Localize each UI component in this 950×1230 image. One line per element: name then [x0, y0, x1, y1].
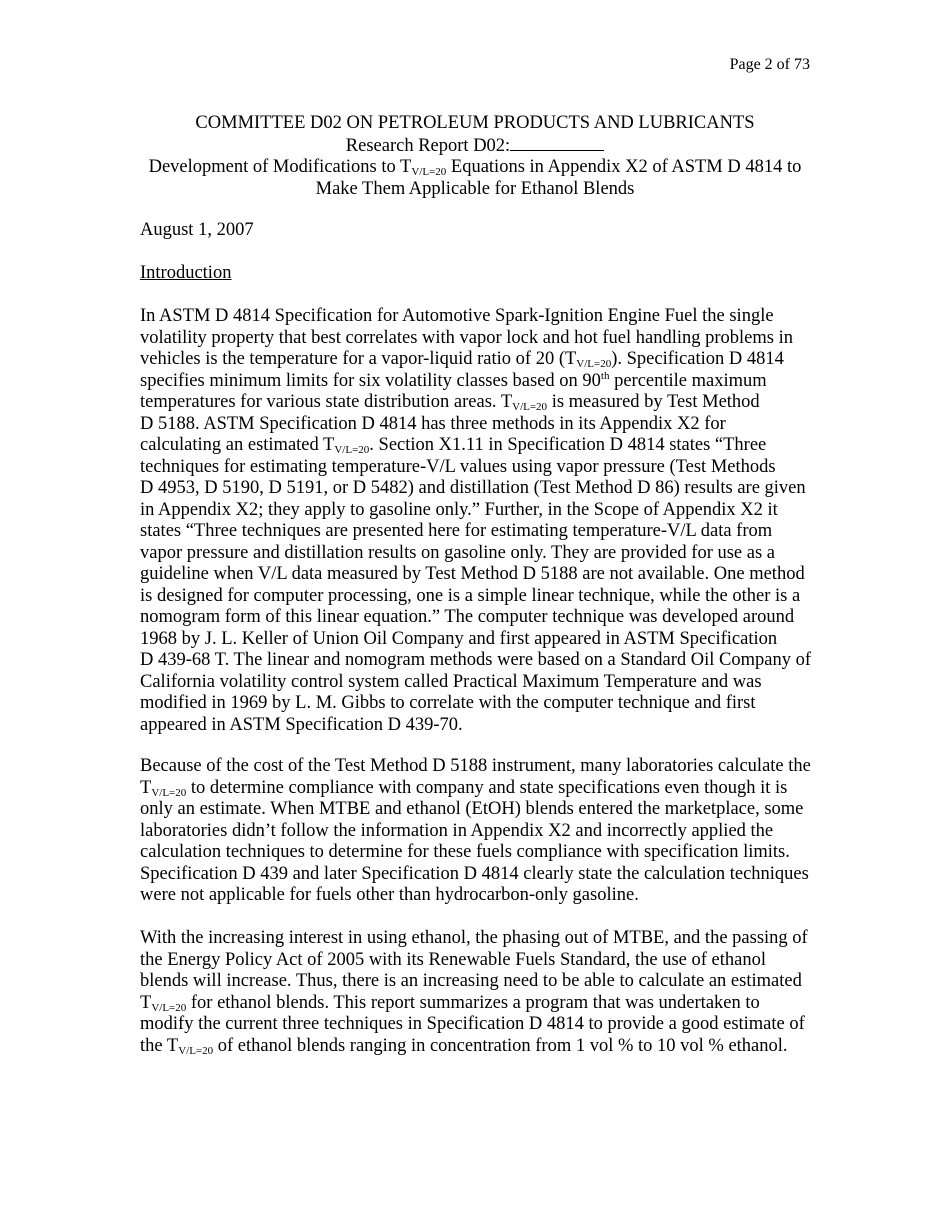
text-line: states “Three techniques are presented here for estimating temperature-V/L data from [140, 521, 773, 541]
text-line: calculating an estimated $T_{V/L=20}$. Section X1.11 in Specification D 4814 states “Three [140, 435, 767, 456]
text-line: were not applicable for fuels other than hydrocarbon-only gasoline. [140, 885, 639, 905]
report-label: Research Report D02: [345, 135, 511, 156]
report-date: August 1, 2007 [140, 220, 254, 240]
text-line: $T_{V/L=20}$ to determine compliance with company and state specifications even though it is [140, 777, 788, 799]
text-line: nomogram form of this linear equation.” The computer technique was developed around [140, 607, 795, 627]
page-number: Page 2 of 73 [729, 56, 810, 73]
text-line: modify the current three techniques in Specification D 4814 to provide a good estimate of [140, 1014, 805, 1034]
text-line: blends will increase. Thus, there is an increasing need to be able to calculate an estimated [140, 971, 802, 991]
text-line: laboratories didn’t follow the information in Appendix X2 and incorrectly applied the [140, 820, 774, 841]
text-line: vapor pressure and distillation results on gasoline only. They are provided for use as a [140, 542, 776, 563]
text-line: With the increasing interest in using ethanol, the phasing out of MTBE, and the passing of [140, 928, 808, 948]
text-line: guideline when V/L data measured by Test Method D 5188 are not available. One method [140, 564, 805, 584]
text-line: volatility property that best correlates with vapor lock and hot fuel handling problems in [140, 327, 793, 348]
text-line: the $T_{V/L=20}$ of ethanol blends ranging in concentration from 1 vol % to 10 vol % ethanol. [140, 1035, 788, 1057]
text-line: In ASTM D 4814 Specification for Automotive Spark-Ignition Engine Fuel the single [140, 306, 774, 326]
text-line: D 439-68 T. The linear and nomogram methods were based on a Standard Oil Company of [140, 650, 811, 670]
text-line: 1968 by J. L. Keller of Union Oil Company and first appeared in ASTM Specification [140, 628, 778, 649]
text-line: D 5188. ASTM Specification D 4814 has three methods in its Appendix X2 for [140, 413, 726, 434]
text-line: D 4953, D 5190, D 5191, or D 5482) and distillation (Test Method D 86) results are given [140, 478, 806, 498]
text-line: only an estimate. When MTBE and ethanol (EtOH) blends entered the marketplace, some [140, 799, 804, 819]
text-line: specifies minimum limits for six volatility classes based on 90th percentile maximum [140, 369, 767, 391]
text-line: techniques for estimating temperature-V/L values using vapor pressure (Test Methods [140, 456, 776, 477]
text-line: Because of the cost of the Test Method D 5188 instrument, many laboratories calculate the [140, 756, 811, 776]
report-header [120, 113, 830, 200]
paragraph-1 [140, 306, 830, 736]
report-number-blank [510, 135, 604, 151]
section-heading-introduction: Introduction [140, 263, 232, 283]
text-line: is designed for computer processing, one is a simple linear technique, while the other is a [140, 585, 801, 606]
committee-title: COMMITTEE D02 ON PETROLEUM PRODUCTS AND LUBRICANTS [195, 113, 755, 133]
report-title-line-2: Make Them Applicable for Ethanol Blends [315, 178, 635, 199]
text-line: in Appendix X2; they apply to gasoline only.” Further, in the Scope of Appendix X2 it [140, 499, 778, 520]
text-line: Specification D 439 and later Specification D 4814 clearly state the calculation techniques [140, 863, 809, 884]
text-line: California volatility control system called Practical Maximum Temperature and was [140, 671, 762, 692]
text-line: vehicles is the temperature for a vapor-liquid ratio of 20 $(T_{V/L=20})$. Specification D 4814 [140, 349, 784, 370]
text-line: modified in 1969 by L. M. Gibbs to correlate with the computer technique and first [140, 693, 756, 713]
text-line: temperatures for various state distribution areas. $T_{V/L=20}$ is measured by Test Method [140, 392, 760, 413]
report-number-line [120, 135, 830, 158]
text-line: the Energy Policy Act of 2005 with its Renewable Fuels Standard, the use of ethanol [140, 949, 766, 970]
text-line: calculation techniques to determine for these fuels compliance with specification limits. [140, 842, 790, 862]
text-line: $T_{V/L=20}$ for ethanol blends. This report summarizes a program that was undertaken to [140, 992, 760, 1014]
report-title-line-1: Development of Modifications to $T_{V/L=20}$ Equations in Appendix X2 of ASTM D 4814 to [148, 157, 802, 178]
text-line: appeared in ASTM Specification D 439-70. [140, 714, 463, 735]
paragraph-2 [140, 756, 830, 907]
paragraph-3 [140, 928, 830, 1057]
